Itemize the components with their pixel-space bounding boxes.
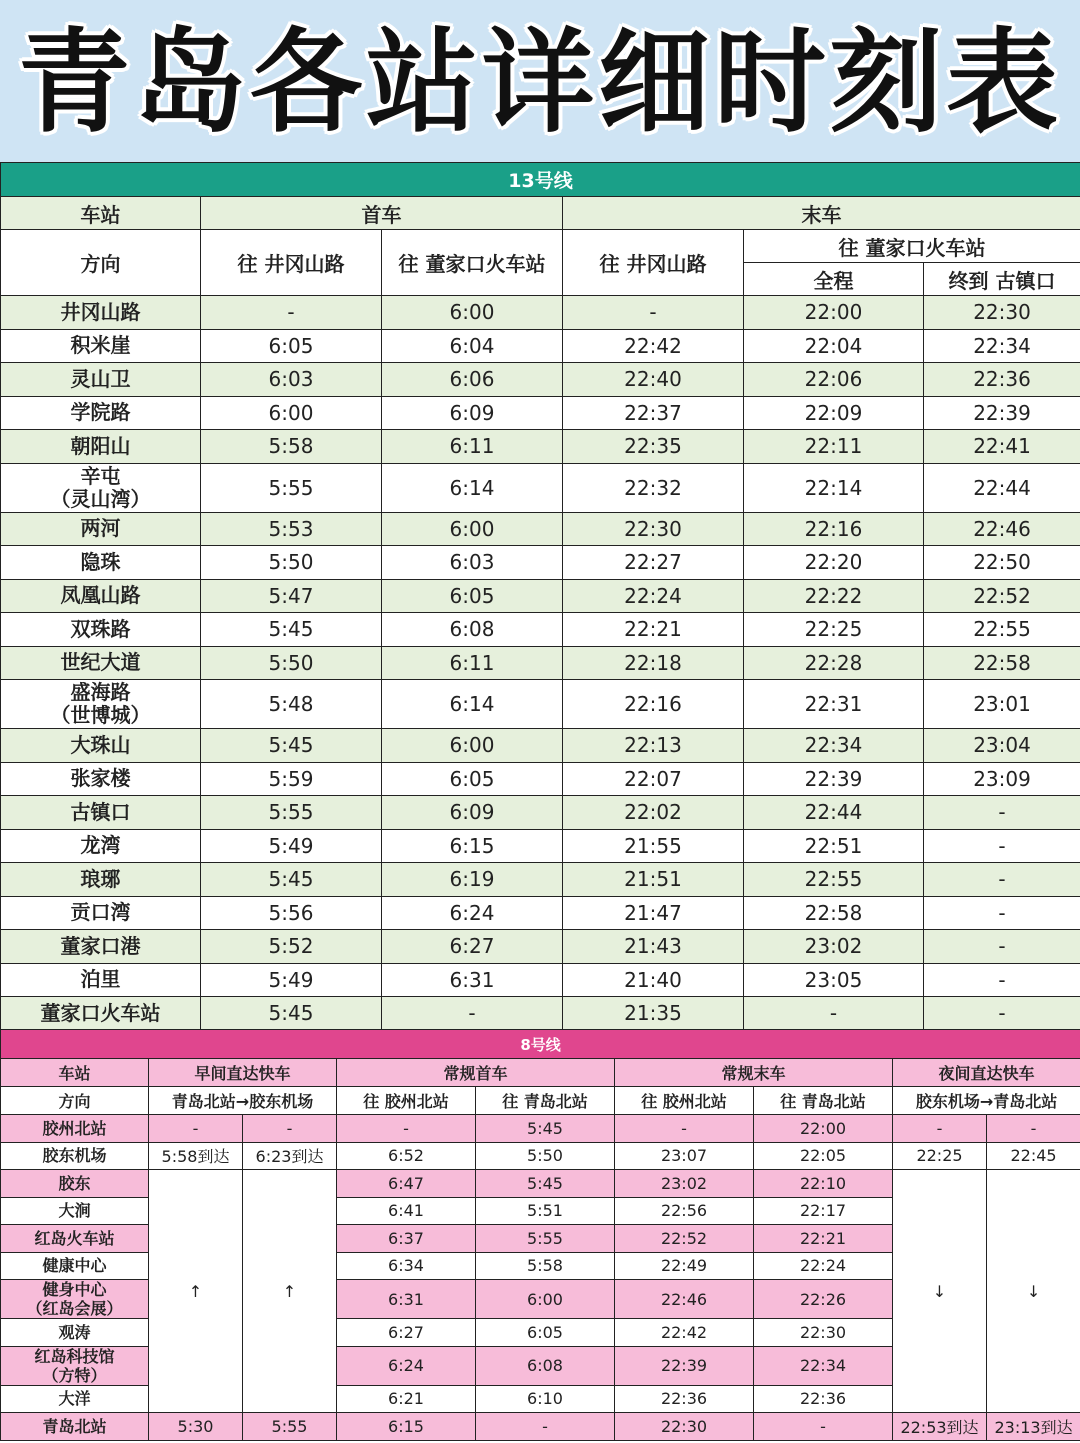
first-dir-qingdao: 往 青岛北站 bbox=[476, 1087, 615, 1115]
station-name bbox=[1, 613, 201, 647]
time-cell: - bbox=[744, 997, 924, 1031]
station-name-main: 红岛火车站 bbox=[34, 1228, 115, 1248]
table-row bbox=[1, 1413, 1080, 1441]
time-cell: - bbox=[754, 1413, 893, 1441]
station-name-main: 大珠山 bbox=[70, 732, 131, 757]
station-name-main: 健身中心 bbox=[42, 1280, 107, 1299]
time-cell: 5:45 bbox=[201, 863, 382, 897]
last-dir-jinggangshan: 往 井冈山路 bbox=[563, 230, 744, 296]
table-row bbox=[1, 796, 1080, 830]
station-name-main: 青岛北站 bbox=[42, 1416, 107, 1436]
station-name-main: 泊里 bbox=[80, 967, 121, 992]
time-cell: 22:00 bbox=[744, 296, 924, 330]
station-name bbox=[1, 329, 201, 363]
station-name bbox=[1, 997, 201, 1031]
time-cell: 6:24 bbox=[337, 1346, 476, 1385]
station-name-alias: （世博城） bbox=[50, 703, 151, 727]
time-cell: 6:23到达 bbox=[243, 1142, 337, 1170]
station-name bbox=[1, 1346, 149, 1385]
time-cell: 22:34 bbox=[744, 729, 924, 763]
table-row bbox=[1, 1115, 1080, 1143]
down-arrow-icon: ↓ bbox=[893, 1170, 987, 1413]
time-cell: 22:44 bbox=[924, 463, 1080, 512]
table-row bbox=[1, 680, 1080, 729]
station-name-main: 灵山卫 bbox=[70, 366, 131, 391]
time-cell: 6:03 bbox=[201, 363, 382, 397]
time-cell: 6:05 bbox=[201, 329, 382, 363]
time-cell: - bbox=[476, 1413, 615, 1441]
time-cell: 22:16 bbox=[563, 680, 744, 729]
line8-timetable bbox=[0, 1029, 1080, 1441]
time-cell: 5:50 bbox=[201, 646, 382, 680]
station-name-main: 古镇口 bbox=[70, 799, 131, 824]
time-cell: 22:04 bbox=[744, 329, 924, 363]
regular-last-header: 常规末车 bbox=[615, 1059, 893, 1087]
station-name bbox=[1, 796, 201, 830]
time-cell: - bbox=[924, 829, 1080, 863]
time-cell: - bbox=[924, 997, 1080, 1031]
time-cell: 6:08 bbox=[476, 1346, 615, 1385]
time-cell: 22:45 bbox=[987, 1142, 1080, 1170]
station-name-main: 张家楼 bbox=[70, 766, 131, 791]
table-row bbox=[1, 546, 1080, 580]
time-cell: 5:30 bbox=[149, 1413, 243, 1441]
time-cell: 6:05 bbox=[382, 579, 563, 613]
page-title: 青岛各站详细时刻表 bbox=[18, 18, 1062, 148]
first-train-header: 首车 bbox=[201, 197, 563, 230]
time-cell: 22:40 bbox=[563, 363, 744, 397]
station-name bbox=[1, 963, 201, 997]
station-name bbox=[1, 762, 201, 796]
table-row bbox=[1, 579, 1080, 613]
station-name-main: 董家口港 bbox=[60, 933, 141, 958]
time-cell: 22:44 bbox=[744, 796, 924, 830]
station-header: 车站 bbox=[1, 1059, 149, 1087]
time-cell: 5:58到达 bbox=[149, 1142, 243, 1170]
time-cell: 6:47 bbox=[337, 1170, 476, 1198]
station-name bbox=[1, 1142, 149, 1170]
time-cell: 5:52 bbox=[201, 930, 382, 964]
time-cell: 6:10 bbox=[476, 1385, 615, 1413]
down-arrow-icon: ↓ bbox=[987, 1170, 1080, 1413]
time-cell: 22:24 bbox=[754, 1252, 893, 1280]
time-cell: 22:52 bbox=[924, 579, 1080, 613]
station-name-main: 观涛 bbox=[58, 1322, 91, 1342]
time-cell: 22:42 bbox=[563, 329, 744, 363]
time-cell: - bbox=[201, 296, 382, 330]
station-name bbox=[1, 930, 201, 964]
time-cell: 22:18 bbox=[563, 646, 744, 680]
station-name bbox=[1, 829, 201, 863]
time-cell: 22:46 bbox=[615, 1280, 754, 1319]
time-cell: 22:55 bbox=[744, 863, 924, 897]
time-cell: 22:36 bbox=[615, 1385, 754, 1413]
line13-timetable bbox=[0, 162, 1080, 1031]
time-cell: 5:45 bbox=[201, 613, 382, 647]
time-cell: 5:55 bbox=[476, 1225, 615, 1253]
time-cell: 23:01 bbox=[924, 680, 1080, 729]
time-cell: 23:02 bbox=[615, 1170, 754, 1198]
time-cell: 22:34 bbox=[754, 1346, 893, 1385]
time-cell: 5:45 bbox=[476, 1170, 615, 1198]
line13-name: 13号线 bbox=[1, 163, 1080, 197]
time-cell: 6:15 bbox=[382, 829, 563, 863]
time-cell: 23:04 bbox=[924, 729, 1080, 763]
time-cell: 22:25 bbox=[893, 1142, 987, 1170]
table-row bbox=[1, 729, 1080, 763]
station-name-main: 大洋 bbox=[58, 1389, 91, 1409]
station-name-alias: （方特） bbox=[42, 1365, 107, 1385]
time-cell: 5:59 bbox=[201, 762, 382, 796]
time-cell: 22:31 bbox=[744, 680, 924, 729]
station-name bbox=[1, 1170, 149, 1198]
time-cell: 6:00 bbox=[382, 296, 563, 330]
time-cell: 22:30 bbox=[754, 1319, 893, 1347]
table-row bbox=[1, 930, 1080, 964]
time-cell: 5:55 bbox=[201, 463, 382, 512]
time-cell: - bbox=[149, 1115, 243, 1143]
time-cell: 22:35 bbox=[563, 430, 744, 464]
table-row bbox=[1, 329, 1080, 363]
station-name bbox=[1, 512, 201, 546]
time-cell: 6:11 bbox=[382, 430, 563, 464]
time-cell: 22:36 bbox=[924, 363, 1080, 397]
time-cell: 6:00 bbox=[382, 512, 563, 546]
time-cell: 6:27 bbox=[382, 930, 563, 964]
time-cell: 5:50 bbox=[476, 1142, 615, 1170]
station-name-main: 辛屯 bbox=[80, 463, 121, 488]
time-cell: 22:28 bbox=[744, 646, 924, 680]
station-name-main: 琅琊 bbox=[80, 866, 121, 891]
time-cell: 21:47 bbox=[563, 896, 744, 930]
time-cell: 22:34 bbox=[924, 329, 1080, 363]
time-cell: 22:55 bbox=[924, 613, 1080, 647]
time-cell: - bbox=[924, 863, 1080, 897]
time-cell: 22:30 bbox=[563, 512, 744, 546]
time-cell: - bbox=[563, 296, 744, 330]
table-row bbox=[1, 1142, 1080, 1170]
time-cell: 22:22 bbox=[744, 579, 924, 613]
time-cell: 22:41 bbox=[924, 430, 1080, 464]
time-cell: 5:49 bbox=[201, 963, 382, 997]
station-name bbox=[1, 863, 201, 897]
time-cell: 6:31 bbox=[382, 963, 563, 997]
time-cell: - bbox=[893, 1115, 987, 1143]
time-cell: 6:04 bbox=[382, 329, 563, 363]
time-cell: 6:31 bbox=[337, 1280, 476, 1319]
station-name-main: 龙湾 bbox=[80, 833, 121, 858]
table-row bbox=[1, 963, 1080, 997]
regular-first-header: 常规首车 bbox=[337, 1059, 615, 1087]
time-cell: 22:37 bbox=[563, 396, 744, 430]
time-cell: 6:09 bbox=[382, 796, 563, 830]
time-cell: 5:58 bbox=[201, 430, 382, 464]
time-cell: 23:07 bbox=[615, 1142, 754, 1170]
morning-express-header: 早间直达快车 bbox=[149, 1059, 337, 1087]
last-train-header: 末车 bbox=[563, 197, 1080, 230]
station-name bbox=[1, 546, 201, 580]
time-cell: 6:06 bbox=[382, 363, 563, 397]
time-cell: 6:34 bbox=[337, 1252, 476, 1280]
time-cell: 5:49 bbox=[201, 829, 382, 863]
time-cell: 22:50 bbox=[924, 546, 1080, 580]
time-cell: 21:51 bbox=[563, 863, 744, 897]
station-name-main: 双珠路 bbox=[70, 616, 131, 641]
table-row bbox=[1, 896, 1080, 930]
station-name-main: 井冈山路 bbox=[60, 299, 141, 324]
time-cell: 5:55 bbox=[243, 1413, 337, 1441]
station-name bbox=[1, 363, 201, 397]
table-row bbox=[1, 396, 1080, 430]
station-name bbox=[1, 463, 201, 512]
time-cell: 6:08 bbox=[382, 613, 563, 647]
station-name-main: 胶州北站 bbox=[42, 1118, 107, 1138]
time-cell: - bbox=[924, 930, 1080, 964]
time-cell: 6:00 bbox=[476, 1280, 615, 1319]
time-cell: 6:27 bbox=[337, 1319, 476, 1347]
night-direction: 胶东机场→青岛北站 bbox=[893, 1087, 1080, 1115]
time-cell: 23:13到达 bbox=[987, 1413, 1080, 1441]
station-name bbox=[1, 1115, 149, 1143]
time-cell: 5:55 bbox=[201, 796, 382, 830]
time-cell: 6:14 bbox=[382, 680, 563, 729]
station-name-alias: （红岛会展） bbox=[26, 1299, 123, 1318]
station-name-main: 大涧 bbox=[58, 1201, 91, 1221]
time-cell: 6:05 bbox=[382, 762, 563, 796]
time-cell: 22:58 bbox=[924, 646, 1080, 680]
time-cell: 6:21 bbox=[337, 1385, 476, 1413]
time-cell: 22:56 bbox=[615, 1197, 754, 1225]
up-arrow-icon: ↑ bbox=[243, 1170, 337, 1413]
time-cell: 6:24 bbox=[382, 896, 563, 930]
morning-direction: 青岛北站→胶东机场 bbox=[149, 1087, 337, 1115]
station-name-main: 凤凰山路 bbox=[60, 583, 141, 608]
last-dir-qingdao: 往 青岛北站 bbox=[754, 1087, 893, 1115]
time-cell: 6:09 bbox=[382, 396, 563, 430]
time-cell: 22:39 bbox=[615, 1346, 754, 1385]
time-cell: 6:00 bbox=[201, 396, 382, 430]
time-cell: 6:11 bbox=[382, 646, 563, 680]
time-cell: 22:21 bbox=[563, 613, 744, 647]
first-dir-jiaozhou: 往 胶州北站 bbox=[337, 1087, 476, 1115]
time-cell: 22:58 bbox=[744, 896, 924, 930]
time-cell: 22:06 bbox=[744, 363, 924, 397]
time-cell: 22:00 bbox=[754, 1115, 893, 1143]
station-name bbox=[1, 646, 201, 680]
station-name-main: 隐珠 bbox=[80, 549, 121, 574]
time-cell: 22:14 bbox=[744, 463, 924, 512]
time-cell: 6:15 bbox=[337, 1413, 476, 1441]
time-cell: - bbox=[615, 1115, 754, 1143]
time-cell: 5:45 bbox=[201, 997, 382, 1031]
time-cell: 22:25 bbox=[744, 613, 924, 647]
time-cell: 6:19 bbox=[382, 863, 563, 897]
station-name-main: 盛海路 bbox=[70, 680, 131, 704]
station-name bbox=[1, 1252, 149, 1280]
station-name bbox=[1, 1319, 149, 1347]
up-arrow-icon: ↑ bbox=[149, 1170, 243, 1413]
station-name bbox=[1, 430, 201, 464]
time-cell: 6:52 bbox=[337, 1142, 476, 1170]
station-name bbox=[1, 579, 201, 613]
line8-name: 8号线 bbox=[1, 1030, 1080, 1059]
station-name-main: 朝阳山 bbox=[70, 433, 131, 458]
time-cell: 6:37 bbox=[337, 1225, 476, 1253]
time-cell: 21:35 bbox=[563, 997, 744, 1031]
time-cell: 22:53到达 bbox=[893, 1413, 987, 1441]
time-cell: 22:09 bbox=[744, 396, 924, 430]
time-cell: 6:41 bbox=[337, 1197, 476, 1225]
time-cell: 5:53 bbox=[201, 512, 382, 546]
station-name-main: 两河 bbox=[80, 516, 121, 541]
time-cell: 22:39 bbox=[744, 762, 924, 796]
time-cell: 22:21 bbox=[754, 1225, 893, 1253]
table-row bbox=[1, 296, 1080, 330]
table-row bbox=[1, 646, 1080, 680]
station-name bbox=[1, 1197, 149, 1225]
time-cell: 22:02 bbox=[563, 796, 744, 830]
time-cell: 22:49 bbox=[615, 1252, 754, 1280]
time-cell: 5:51 bbox=[476, 1197, 615, 1225]
station-name-main: 胶东 bbox=[58, 1173, 91, 1193]
time-cell: - bbox=[924, 896, 1080, 930]
time-cell: 22:30 bbox=[924, 296, 1080, 330]
time-cell: 22:52 bbox=[615, 1225, 754, 1253]
first-dir-dongjiakou: 往 董家口火车站 bbox=[382, 230, 563, 296]
time-cell: 23:09 bbox=[924, 762, 1080, 796]
table-row bbox=[1, 363, 1080, 397]
station-name bbox=[1, 896, 201, 930]
table-row bbox=[1, 863, 1080, 897]
station-name-main: 积米崖 bbox=[70, 333, 131, 358]
time-cell: 21:40 bbox=[563, 963, 744, 997]
station-name bbox=[1, 680, 201, 729]
table-row bbox=[1, 463, 1080, 512]
time-cell: 22:30 bbox=[615, 1413, 754, 1441]
station-name bbox=[1, 396, 201, 430]
time-cell: 5:45 bbox=[201, 729, 382, 763]
direction-header: 方向 bbox=[1, 1087, 149, 1115]
title-banner bbox=[0, 0, 1080, 162]
time-cell: - bbox=[987, 1115, 1080, 1143]
first-dir-jinggangshan: 往 井冈山路 bbox=[201, 230, 382, 296]
time-cell: 22:24 bbox=[563, 579, 744, 613]
table-row bbox=[1, 762, 1080, 796]
time-cell: 22:17 bbox=[754, 1197, 893, 1225]
time-cell: 6:14 bbox=[382, 463, 563, 512]
station-name-main: 董家口火车站 bbox=[40, 1000, 161, 1025]
time-cell: - bbox=[382, 997, 563, 1031]
time-cell: 5:48 bbox=[201, 680, 382, 729]
time-cell: 23:05 bbox=[744, 963, 924, 997]
time-cell: 22:20 bbox=[744, 546, 924, 580]
station-name-main: 健康中心 bbox=[42, 1256, 107, 1276]
full-route-header: 全程 bbox=[744, 263, 924, 296]
station-name bbox=[1, 1280, 149, 1319]
station-name bbox=[1, 729, 201, 763]
table-row bbox=[1, 997, 1080, 1031]
station-name bbox=[1, 1413, 149, 1441]
time-cell: 22:42 bbox=[615, 1319, 754, 1347]
time-cell: 22:05 bbox=[754, 1142, 893, 1170]
time-cell: 22:32 bbox=[563, 463, 744, 512]
last-dir-jiaozhou: 往 胶州北站 bbox=[615, 1087, 754, 1115]
time-cell: 22:27 bbox=[563, 546, 744, 580]
time-cell: 23:02 bbox=[744, 930, 924, 964]
table-row bbox=[1, 613, 1080, 647]
time-cell: - bbox=[924, 963, 1080, 997]
station-name-main: 红岛科技馆 bbox=[34, 1346, 115, 1366]
night-express-header: 夜间直达快车 bbox=[893, 1059, 1080, 1087]
time-cell: 22:36 bbox=[754, 1385, 893, 1413]
table-row bbox=[1, 1170, 1080, 1198]
station-name-main: 学院路 bbox=[70, 400, 131, 425]
time-cell: 22:13 bbox=[563, 729, 744, 763]
station-name bbox=[1, 1385, 149, 1413]
time-cell: 21:55 bbox=[563, 829, 744, 863]
station-name bbox=[1, 296, 201, 330]
direction-header: 方向 bbox=[1, 230, 201, 296]
time-cell: 22:46 bbox=[924, 512, 1080, 546]
time-cell: 5:58 bbox=[476, 1252, 615, 1280]
time-cell: 6:05 bbox=[476, 1319, 615, 1347]
time-cell: 22:26 bbox=[754, 1280, 893, 1319]
short-route-header: 终到 古镇口 bbox=[924, 263, 1080, 296]
time-cell: 6:00 bbox=[382, 729, 563, 763]
time-cell: 5:45 bbox=[476, 1115, 615, 1143]
time-cell: 6:03 bbox=[382, 546, 563, 580]
time-cell: 5:56 bbox=[201, 896, 382, 930]
station-name-main: 世纪大道 bbox=[60, 650, 141, 675]
time-cell: 22:51 bbox=[744, 829, 924, 863]
time-cell: - bbox=[337, 1115, 476, 1143]
time-cell: 21:43 bbox=[563, 930, 744, 964]
station-name bbox=[1, 1225, 149, 1253]
time-cell: 22:07 bbox=[563, 762, 744, 796]
time-cell: - bbox=[924, 796, 1080, 830]
station-name-main: 胶东机场 bbox=[42, 1146, 107, 1166]
table-row bbox=[1, 430, 1080, 464]
time-cell: 22:10 bbox=[754, 1170, 893, 1198]
time-cell: 5:47 bbox=[201, 579, 382, 613]
station-name-main: 贡口湾 bbox=[70, 900, 131, 925]
table-row bbox=[1, 829, 1080, 863]
station-name-alias: （灵山湾） bbox=[50, 486, 151, 511]
time-cell: 22:16 bbox=[744, 512, 924, 546]
station-header: 车站 bbox=[1, 197, 201, 230]
last-dir-dongjiakou: 往 董家口火车站 bbox=[744, 230, 1080, 263]
time-cell: 22:11 bbox=[744, 430, 924, 464]
table-row bbox=[1, 512, 1080, 546]
time-cell: - bbox=[243, 1115, 337, 1143]
time-cell: 22:39 bbox=[924, 396, 1080, 430]
time-cell: 5:50 bbox=[201, 546, 382, 580]
